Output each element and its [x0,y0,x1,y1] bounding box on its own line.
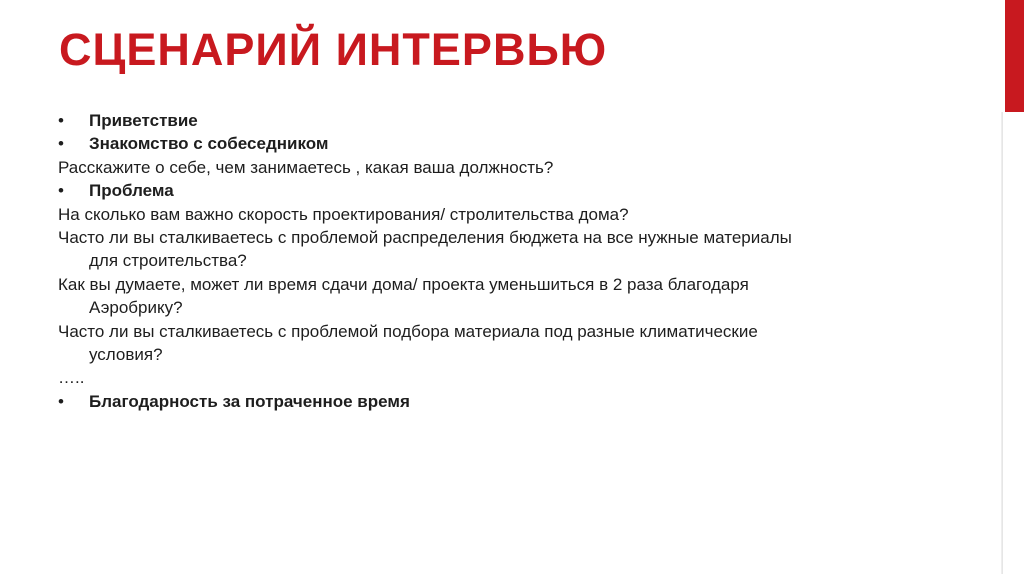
question-budget: Часто ли вы сталкиваетесь с проблемой распределения бюджета на все нужные материалы [58,228,792,248]
list-item-acquaintance [58,132,958,155]
slide-content [58,109,958,413]
bullet-icon: • [58,134,64,154]
acquaintance-text: Знакомство с собеседником [89,134,329,154]
bullet-icon: • [58,181,64,201]
list-item-greeting [58,109,958,132]
question-about-self: Расскажите о себе, чем занимаетесь , какая ваша должность? [58,157,554,177]
accent-bar [1005,0,1024,112]
greeting-text: Приветствие [89,111,198,130]
list-item-problem [58,179,958,202]
question-climate: Часто ли вы сталкиваетесь с проблемой подбора материала под разные климатические [58,321,758,341]
problem-text: Проблема [89,181,174,201]
ellipsis-text: ….. [58,368,85,388]
question-time-continued: Аэробрику? [89,298,183,318]
question-speed: На сколько вам важно скорость проектирования/ стролительства дома? [58,204,629,224]
thanks-text: Благодарность за потраченное время [89,391,410,411]
bullet-icon: • [58,111,64,130]
slide-title: СЦЕНАРИЙ ИНТЕРВЬЮ [59,24,608,75]
list-item-thanks [58,390,958,413]
slide-edge-divider [1001,112,1003,574]
question-budget-continued: для строительства? [89,251,247,271]
bullet-icon: • [58,391,64,411]
question-climate-continued: условия? [89,345,163,365]
question-time: Как вы думаете, может ли время сдачи дома/ проекта уменьшиться в 2 раза благодаря [58,274,749,294]
